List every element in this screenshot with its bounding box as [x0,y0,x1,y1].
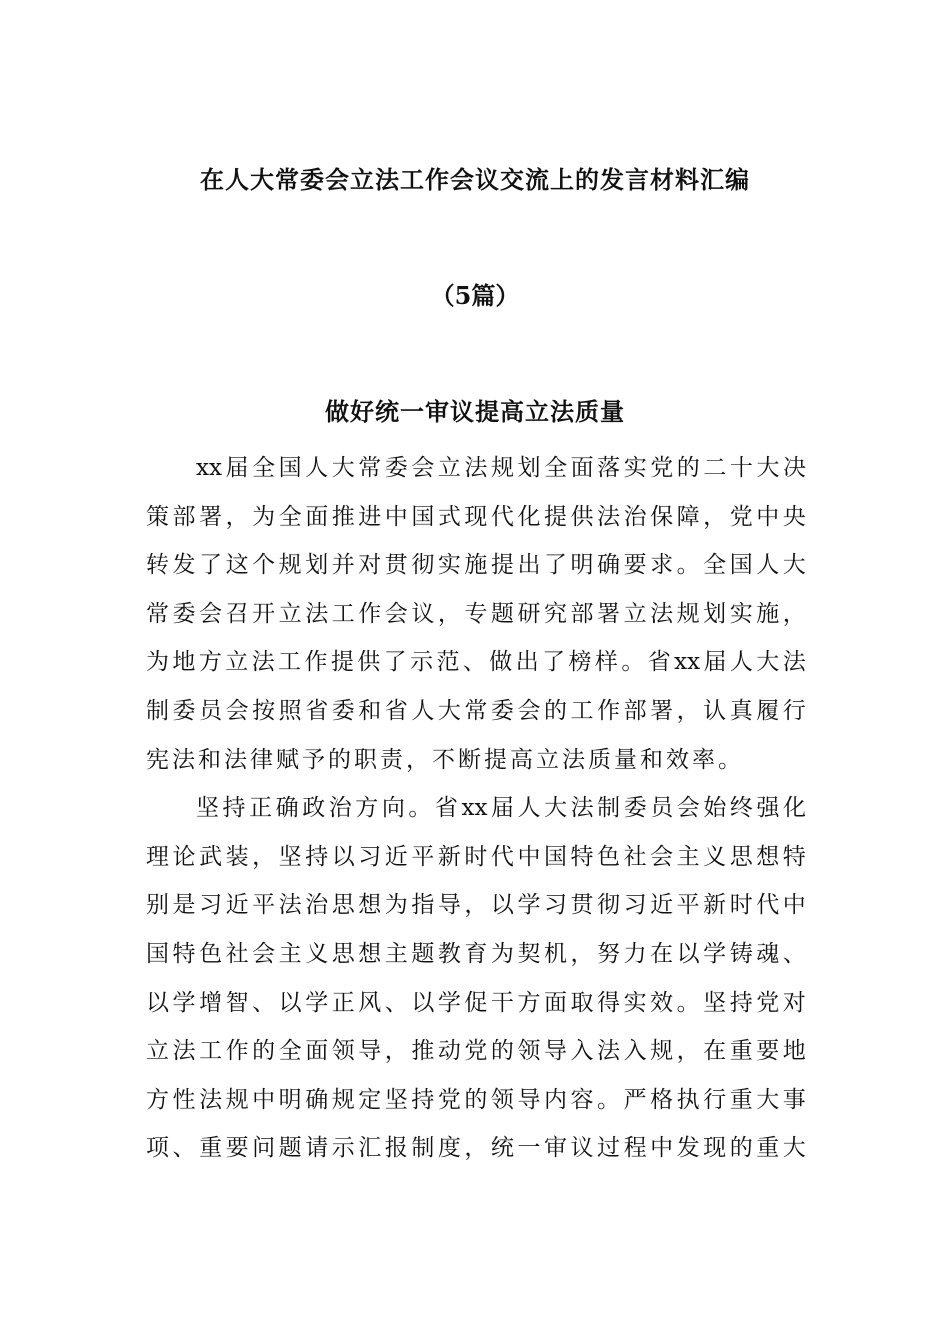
paragraph-2-line-8: 项 、 重 要 问 题 请 示 汇 报 制 度 ， 统 一 审 议 过 程 中 发 现 的 重 大 [146,1135,806,1162]
paragraph-2-line-6: 立 法 工 作 的 全 面 领 导 ， 推 动 党 的 领 导 入 法 入 规 ， 在 重 要 地 [146,1038,806,1065]
paragraph-2-line-1: 坚 持 正 确 政 治 方 向 。 省 xx 届 人 大 法 制 委 员 会 始 终 强 化 [196,795,806,822]
paragraph-1-line-5: 为 地 方 立 法 工 作 提 供 了 示 范 、 做 出 了 榜 样 。 省 xx 届 人 大 法 [146,649,806,676]
paragraph-1-line-2: 策 部 署 ， 为 全 面 推 进 中 国 式 现 代 化 提 供 法 治 保 障 ， 党 中 央 [146,503,806,530]
paragraph-2-line-7: 方 性 法 规 中 明 确 规 定 坚 持 党 的 领 导 内 容 。 严 格 执 行 重 大 事 [146,1086,806,1113]
paragraph-2-line-3: 别 是 习 近 平 法 治 思 想 为 指 导 ， 以 学 习 贯 彻 习 近 平 新 时 代 中 [146,892,806,919]
paragraph-1-line-7: 宪法和法律赋予的职责，不断提高立法质量和效率。 [146,746,744,773]
paragraph-1-line-6: 制 委 员 会 按 照 省 委 和 省 人 大 常 委 会 的 工 作 部 署 ， 认 真 履 行 [146,697,806,724]
document-subtitle: （5篇） [430,281,520,310]
paragraph-1-line-1: xx 届 全 国 人 大 常 委 会 立 法 规 划 全 面 落 实 党 的 二 十 大 决 [196,455,806,481]
paragraph-2-line-4: 国 特 色 社 会 主 义 思 想 主 题 教 育 为 契 机 ， 努 力 在 以 学 铸 魂 、 [146,940,806,967]
document-title: 在人大常委会立法工作会议交流上的发言材料汇编 [200,165,750,194]
paragraph-2-line-5: 以 学 增 智 、 以 学 正 风 、 以 学 促 干 方 面 取 得 实 效 。 坚 持 党 对 [146,989,806,1016]
paragraph-1-line-4: 常 委 会 召 开 立 法 工 作 会 议 ， 专 题 研 究 部 署 立 法 规 划 实 施 ， [146,600,806,627]
paragraph-2-line-2: 理 论 武 装 ， 坚 持 以 习 近 平 新 时 代 中 国 特 色 社 会 主 义 思 想 特 [146,843,806,870]
body-text [146,444,806,1173]
paragraph-1-line-3: 转 发 了 这 个 规 划 并 对 贯 彻 实 施 提 出 了 明 确 要 求 。 全 国 人 大 [146,552,806,579]
section-title: 做好统一审议提高立法质量 [325,397,625,426]
